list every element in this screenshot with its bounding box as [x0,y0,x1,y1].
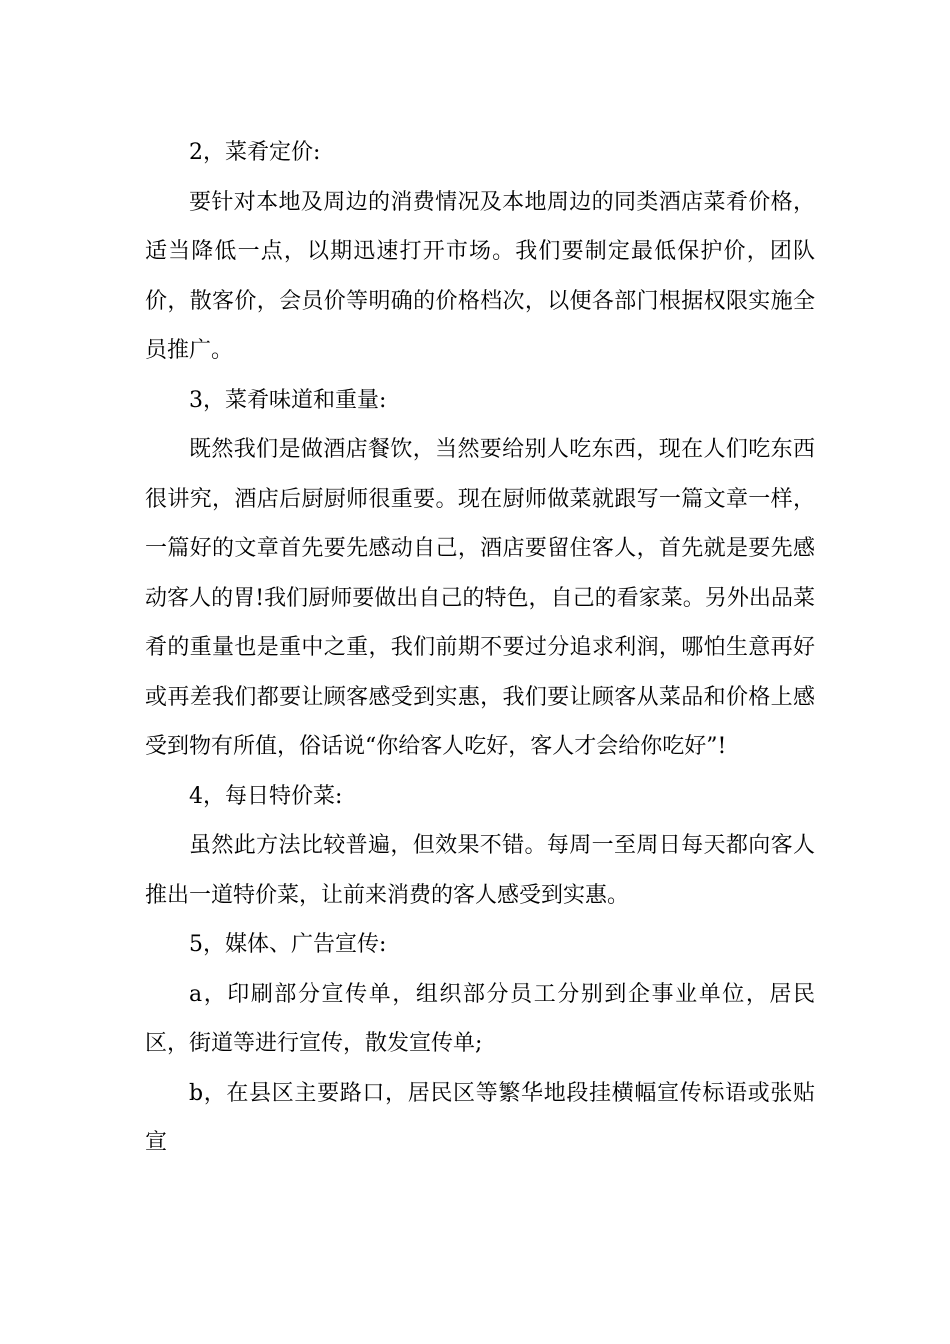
section-heading-advertising: 5，媒体、广告宣传: [189,932,387,957]
paragraph-taste: 既然我们是做酒店餐饮，当然要给别人吃东西，现在人们吃东西很讲究，酒店后厨厨师很重要。现在厨师做菜就跟写一篇文章一样，一篇好的文章首先要先感动自己，酒店要留住客人，首先就是要先感动客人的胃!我们厨师要做出自己的特色，自己的看家菜。另外出品菜肴的重量也是重中之重，我们前期不要过分追求利润，哪怕生意再好或再差我们都要让顾客感受到实惠，我们要让顾客从菜品和价格上感受到物有所值，俗话说“你给客人吃好，客人才会给你吃好”! [145,437,815,759]
paragraph-advertising-b: b，在县区主要路口，居民区等繁华地段挂横幅宣传标语或张贴宣 [145,1080,815,1155]
paragraph-advertising-a: a，印刷部分宣传单，组织部分员工分别到企事业单位，居民区，街道等进行宣传，散发宣传单; [145,981,815,1056]
paragraph-pricing: 要针对本地及周边的消费情况及本地周边的同类酒店菜肴价格，适当降低一点，以期迅速打开市场。我们要制定最低保护价，团队价，散客价，会员价等明确的价格档次，以便各部门根据权限实施全员推广。 [145,189,815,363]
document-body [145,128,815,1168]
section-heading-taste: 3，菜肴味道和重量: [189,387,387,413]
section-heading-pricing: 2，菜肴定价: [189,140,321,165]
section-heading-daily-special: 4，每日特价菜: [189,783,343,809]
paragraph-daily-special: 虽然此方法比较普遍，但效果不错。每周一至周日每天都向客人推出一道特价菜，让前来消费的客人感受到实惠。 [145,833,815,908]
